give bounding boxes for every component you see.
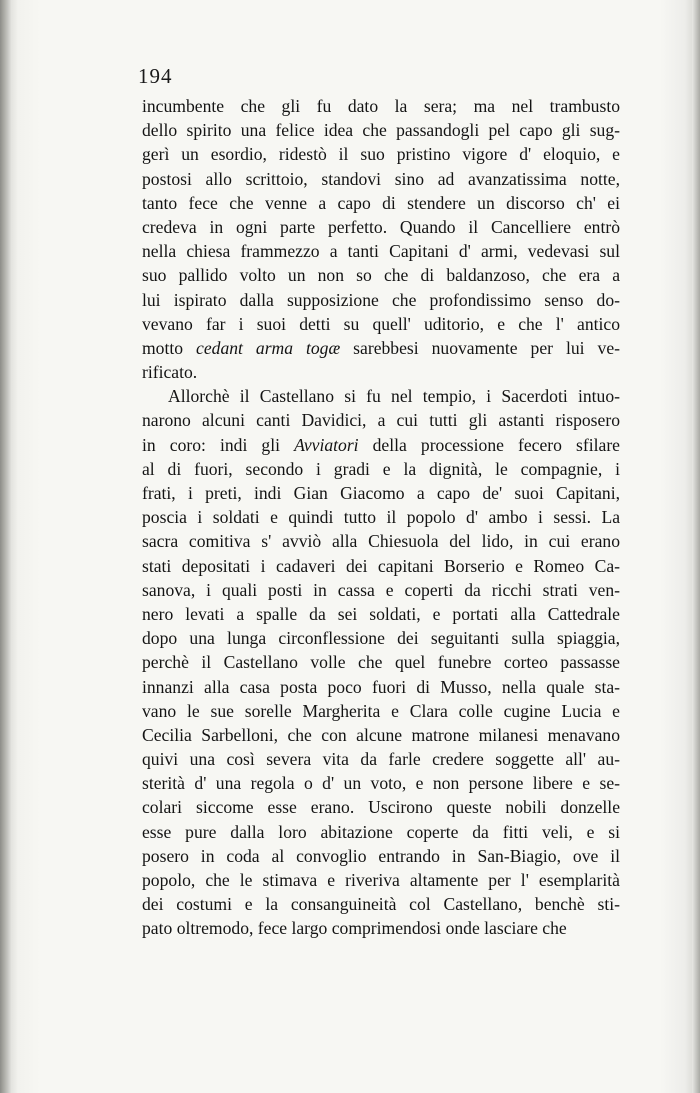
text-line: in coro: indi gli Avviatori della processione fecero sfilare <box>142 434 620 455</box>
text-line: poscia i soldati e quindi tutto il popolo d' ambo i sessi. La <box>142 507 620 528</box>
text-line: Cecilia Sarbelloni, che con alcune matrone milanesi menavano <box>142 724 620 745</box>
text-line: popolo, che le stimava e riveriva altamente per l' esemplarità <box>142 870 620 890</box>
text-line: vano le sue sorelle Margherita e Clara colle cugine Lucia e <box>142 700 620 721</box>
text-line: incumbente che gli fu dato la sera; ma nel trambusto <box>142 96 620 116</box>
text-line: narono alcuni canti Davidici, a cui tutti gli astanti risposero <box>142 410 620 431</box>
text-line: dei costumi e la consanguineità col Castellano, benchè sti- <box>142 894 620 915</box>
text-line: pato oltremodo, fece largo comprimendosi onde lasciare che <box>142 918 567 939</box>
text-line: sacra comitiva s' avviò alla Chiesuola del lido, in cui erano <box>142 531 620 552</box>
text-line: postosi allo scrittoio, standovi sino ad avanzatissima notte, <box>142 168 620 189</box>
body-text <box>142 94 620 941</box>
paragraph <box>142 384 620 940</box>
page-edge-shadow <box>692 0 700 1093</box>
text-line: sanova, i quali posti in cassa e coperti da ricchi strati ven- <box>142 579 620 600</box>
italic-phrase: Avviatori <box>294 434 359 455</box>
text-line: nero levati a spalle da sei soldati, e portati alla Cattedrale <box>142 603 620 624</box>
text-line: rificato. <box>142 362 198 383</box>
text-line: gerì un esordio, ridestò il suo pristino vigore d' eloquio, e <box>142 144 620 165</box>
text-line: lui ispirato dalla supposizione che profondissimo senso do- <box>142 289 620 310</box>
text-line: suo pallido volto un non so che di baldanzoso, che era a <box>142 265 620 286</box>
text-line: stati depositati i cadaveri dei capitani Borserio e Romeo Ca- <box>142 555 620 576</box>
text-line: colari siccome esse erano. Uscirono queste nobili donzelle <box>142 797 620 818</box>
text-line: innanzi alla casa posta poco fuori di Musso, nella quale sta- <box>142 676 620 697</box>
text-line: dopo una lunga circonflessione dei seguitanti sulla spiaggia, <box>142 628 620 649</box>
text-line: dello spirito una felice idea che passandogli pel capo gli sug- <box>142 120 620 141</box>
text-line: vevano far i suoi detti su quell' uditorio, e che l' antico <box>142 313 620 334</box>
text-line: nella chiesa frammezzo a tanti Capitani d' armi, vedevasi sul <box>142 241 620 262</box>
italic-phrase: cedant arma togæ <box>196 337 341 358</box>
paragraph <box>142 94 620 384</box>
text-line: quivi una così severa vita da farle credere soggette all' au- <box>142 749 620 770</box>
text-line: tanto fece che venne a capo di stendere un discorso ch' ei <box>142 192 620 213</box>
text-line: Allorchè il Castellano si fu nel tempio, i Sacerdoti intuo- <box>168 386 620 407</box>
text-line: perchè il Castellano volle che quel funebre corteo passasse <box>142 652 620 673</box>
binding-edge <box>0 0 12 1093</box>
page-number: 194 <box>138 64 173 88</box>
text-line: posero in coda al convoglio entrando in San-Biagio, ove il <box>142 845 620 866</box>
text-line: esse pure dalla loro abitazione coperte da fitti veli, e si <box>142 821 620 842</box>
text-line: motto cedant arma togæ sarebbesi nuovamente per lui ve- <box>142 337 620 358</box>
text-line: al di fuori, secondo i gradi e la dignità, le compagnie, i <box>142 458 620 479</box>
text-line: sterità d' una regola o d' un voto, e non persone libere e se- <box>142 773 620 794</box>
text-line: credeva in ogni parte perfetto. Quando il Cancelliere entrò <box>142 216 620 237</box>
text-line: frati, i preti, indi Gian Giacomo a capo de' suoi Capitani, <box>142 483 620 503</box>
